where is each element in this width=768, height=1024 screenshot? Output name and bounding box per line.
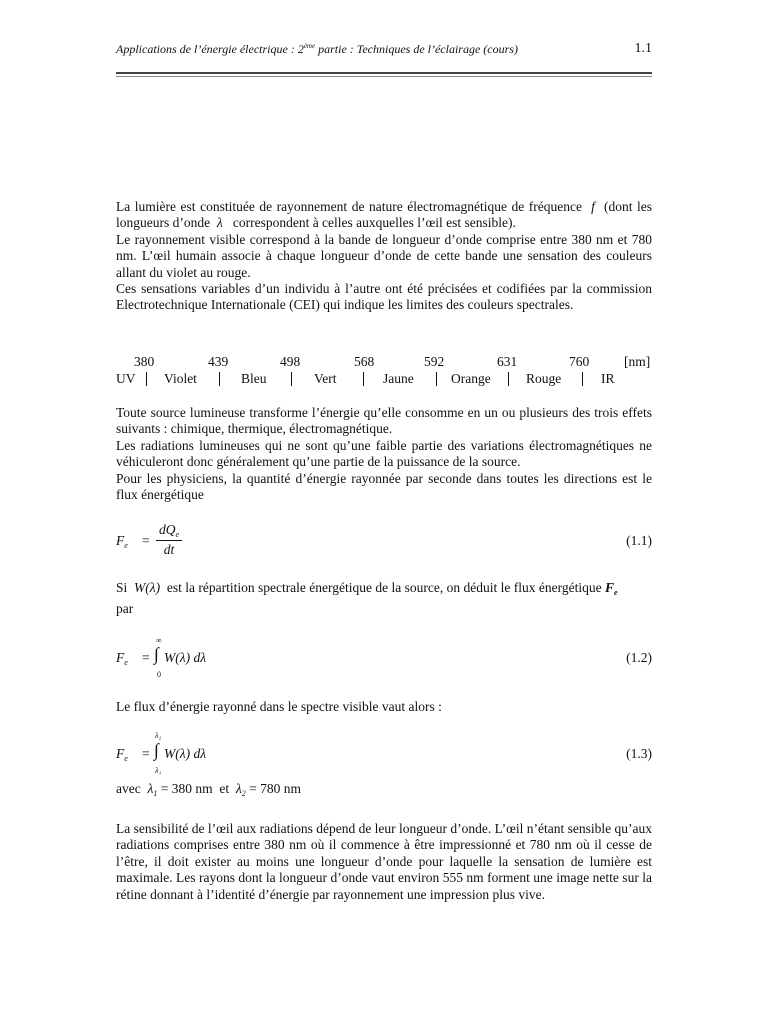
integral-sign: ∫ [154,644,159,664]
page-number: 1.1 [634,41,652,56]
wavelength-label: 568 [354,354,375,369]
spectrum-wavelengths [116,354,652,370]
equation-number: (1.1) [626,533,652,548]
spectrum-colors [116,371,652,387]
paragraph-8: Le flux d’énergie rayonné dans le spectre visible vaut alors : [116,699,442,714]
integrand: W(λ) dλ [164,650,207,665]
paragraph-4: Toute source lumineuse transforme l’énergie qu’elle consomme en un ou plusieurs des trois effets suivants : chimique, thermique, électromagnétique. [116,405,652,437]
lambda-2: $\lambda_2$ [235,781,246,798]
wavelength-unit: [nm] [624,354,651,369]
color-label: Violet [164,371,197,386]
visible-flux-text [116,699,652,715]
et-word: et [219,781,230,796]
spectrum-divider [146,372,147,386]
equation-1-1 [116,522,652,562]
paragraph-3: Ces sensations variables d’un individu à l’autre ont été précisées et codifiées par la commission Electrotechnique Internationale (CEI) qui indique les limites des couleurs spectrales. [116,281,652,313]
page-header [116,42,652,57]
header-rule [116,72,652,74]
equation-1-2 [116,636,652,682]
avec-word: avec [116,781,141,796]
wavelength-bounds [116,781,652,799]
equation-number: (1.3) [626,746,652,761]
equation-1-3 [116,731,652,777]
integrand: W(λ) dλ [164,746,207,761]
fraction-bar [156,540,182,541]
header-title: Applications de l’énergie électrique : 2ème partie : Techniques de l’éclairage (cours) [116,42,518,56]
wavelength-label: 439 [208,354,229,369]
color-label: Rouge [526,371,562,386]
paragraph-6: Pour les physiciens, la quantité d’énergie rayonnée par seconde dans toutes les directions est le flux énergétique [116,470,652,503]
eq-fraction [156,522,182,558]
eq-lhs: $F_e$ [116,650,128,667]
spectrum-divider [508,372,509,386]
lambda-1: $\lambda_1$ [147,781,158,798]
color-label: IR [601,371,615,386]
eq-equals: = [142,650,150,665]
spectral-text [116,580,652,618]
effects-text [116,405,652,503]
wavelength-label: 760 [569,354,590,369]
paragraph-9: La sensibilité de l’œil aux radiations dépend de leur longueur d’onde. L’œil n’étant sensible qu’aux radiations comprises entre 380 nm où il commence à être impressionné et 780 nm où il cesse de l’être, il doit exister au moins une longueur d’onde pour laquelle la sensation de lumière est maximale. Les rayons dont la longueur d’onde vaut environ 555 nm forment une image nette sur la rétine donnant à l’identité d’énergie par rayonnement une impression plus vive. [116,821,652,902]
equation-number: (1.2) [626,650,652,665]
wavelength-label: 380 [134,354,155,369]
color-label: Orange [451,371,491,386]
eq-equals: = [142,746,150,761]
eq-denominator: dt [163,542,175,557]
spectrum-divider [219,372,220,386]
sensitivity-text [116,821,652,903]
wavelength-label: 631 [497,354,518,369]
paragraph-7: Si W(λ) est la répartition spectrale énergétique de la source, on déduit le flux énergétique $F_e$ par [116,580,618,617]
eq-numerator: $dQ_e$ [158,522,180,539]
color-label: UV [116,371,136,386]
color-label: Bleu [241,371,267,386]
color-label: Jaune [383,371,414,386]
spectrum-divider [291,372,292,386]
paragraph-5: Les radiations lumineuses qui ne sont qu’une faible partie des variations électromagnétiques ne véhiculeront donc généralement qu’une partie de la puissance de la source. [116,437,652,470]
eq-lhs: $F_e$ [116,746,128,763]
spectrum-divider [363,372,364,386]
paragraph-2: Le rayonnement visible correspond à la bande de longueur d’onde comprise entre 380 nm et 780 nm. L’œil humain associe à chaque longueur d’onde de cette bande une sensation des couleurs allant du violet au rouge. [116,231,652,280]
wavelength-label: 498 [280,354,301,369]
lambda-2-value: = 780 nm [249,781,301,796]
intro-text [116,199,652,314]
paragraph-1: La lumière est constituée de rayonnement de nature électromagnétique de fréquence f (dont les longueurs d’onde λ correspondent à celles auxquelles l’œil est sensible). [116,199,652,231]
color-label: Vert [314,371,337,386]
header-rule-thin [116,76,652,77]
eq-lhs: $F_e$ [116,533,128,550]
integral-lower: 0 [157,670,161,679]
eq-equals: = [142,533,150,548]
spectrum-divider [436,372,437,386]
integral-lower: λ₁ [155,766,162,775]
spectrum-divider [582,372,583,386]
integral-sign: ∫ [154,740,159,760]
integral-upper: λ₂ [155,731,162,740]
integral-upper: ∞ [156,636,162,645]
wavelength-label: 592 [424,354,445,369]
lambda-1-value: = 380 nm [160,781,213,796]
